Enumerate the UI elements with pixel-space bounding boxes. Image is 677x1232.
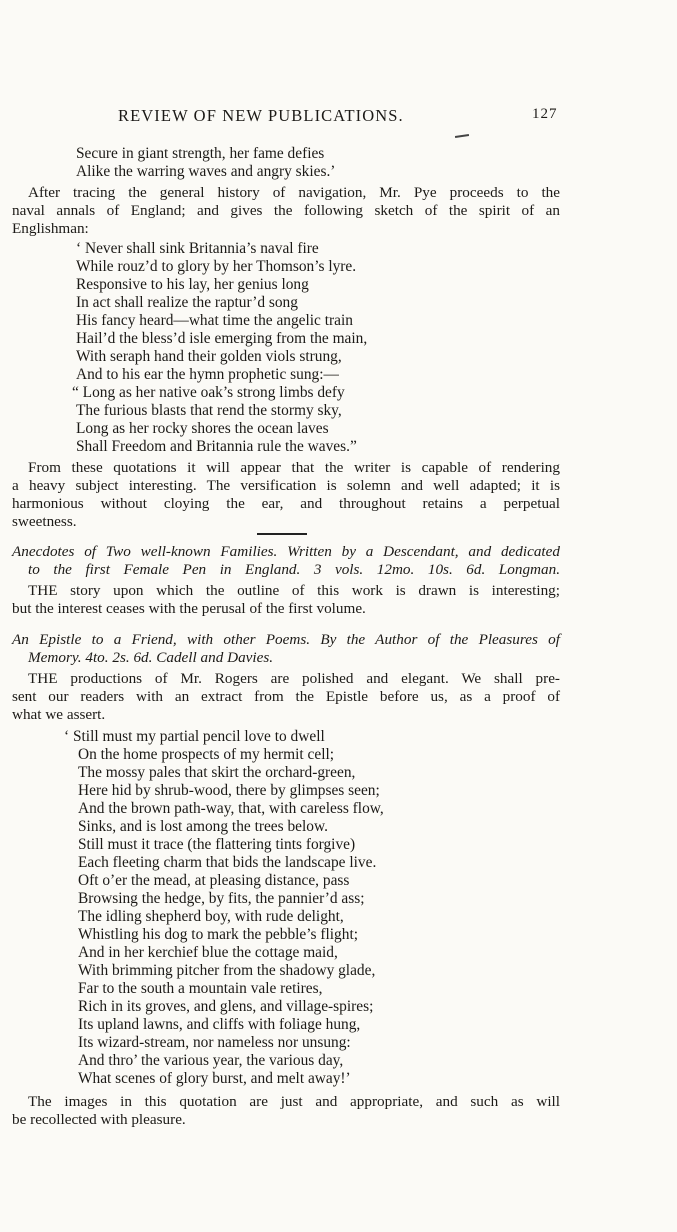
verse-line: And thro’ the various year, the various day, (78, 1052, 344, 1069)
verse-line: In act shall realize the raptur’d song (76, 294, 298, 311)
verse-line: And in her kerchief blue the cottage maid, (78, 944, 338, 961)
verse-line: Sinks, and is lost among the trees below. (78, 818, 328, 835)
verse-line: Rich in its groves, and glens, and village-spires; (78, 998, 374, 1015)
verse-line: With seraph hand their golden viols strung, (76, 348, 342, 365)
running-header (0, 106, 677, 128)
text-line: naval annals of England; and gives the following sketch of the spirit of an (12, 202, 560, 219)
text-line: THE story upon which the outline of this work is drawn is interesting; (28, 582, 560, 599)
verse-line: On the home prospects of my hermit cell; (78, 746, 335, 763)
verse-line: Still must it trace (the flattering tints forgive) (78, 836, 356, 853)
review-heading: An Epistle to a Friend, with other Poems. By the Author of the Pleasures of (12, 631, 560, 648)
page-number: 127 (532, 106, 558, 122)
verse-line: Each fleeting charm that bids the landscape live. (78, 854, 377, 871)
text-line: THE productions of Mr. Rogers are polished and elegant. We shall pre- (28, 670, 560, 687)
verse-line: And the brown path-way, that, with careless flow, (78, 800, 384, 817)
text-line: but the interest ceases with the perusal of the first volume. (12, 600, 366, 617)
verse-line: The furious blasts that rend the stormy sky, (76, 402, 342, 419)
text-line: what we assert. (12, 706, 106, 723)
verse-line: Secure in giant strength, her fame defies (76, 145, 325, 162)
text-line: The images in this quotation are just and appropriate, and such as will (28, 1093, 560, 1110)
verse-line: The mossy pales that skirt the orchard-green, (78, 764, 356, 781)
verse-line: What scenes of glory burst, and melt away!’ (78, 1070, 351, 1087)
verse-line: Its upland lawns, and cliffs with foliage hung, (78, 1016, 361, 1033)
verse-line: Alike the warring waves and angry skies.’ (76, 163, 336, 180)
verse-line: Oft o’er the mead, at pleasing distance, pass (78, 872, 350, 889)
verse-line: With brimming pitcher from the shadowy glade, (78, 962, 376, 979)
text-line: be recollected with pleasure. (12, 1111, 186, 1128)
verse-line: His fancy heard—what time the angelic train (76, 312, 353, 329)
text-line: sent our readers with an extract from the Epistle before us, as a proof of (12, 688, 560, 705)
verse-line: Far to the south a mountain vale retires, (78, 980, 323, 997)
verse-line: Its wizard-stream, nor nameless nor unsung: (78, 1034, 351, 1051)
verse-line: Browsing the hedge, by fits, the pannier’d ass; (78, 890, 365, 907)
verse-line: ‘ Never shall sink Britannia’s naval fire (76, 240, 319, 257)
verse-line: The idling shepherd boy, with rude delight, (78, 908, 344, 925)
ink-mark (455, 134, 469, 138)
verse-line: Whistling his dog to mark the pebble’s flight; (78, 926, 358, 943)
review-heading: Memory. 4to. 2s. 6d. Cadell and Davies. (28, 649, 274, 666)
text-line: Englishman: (12, 220, 89, 237)
verse-line: Long as her rocky shores the ocean laves (76, 420, 329, 437)
review-heading: Anecdotes of Two well-known Families. Written by a Descendant, and dedicated (12, 543, 560, 560)
verse-line: And to his ear the hymn prophetic sung:— (76, 366, 339, 383)
verse-line: Shall Freedom and Britannia rule the waves.” (76, 438, 357, 455)
text-line: a heavy subject interesting. The versification is solemn and well adapted; it is (12, 477, 560, 494)
text-line: sweetness. (12, 513, 77, 530)
verse-line: While rouz’d to glory by her Thomson’s lyre. (76, 258, 357, 275)
verse-line: Hail’d the bless’d isle emerging from the main, (76, 330, 368, 347)
verse-line: ‘ Still must my partial pencil love to dwell (64, 728, 325, 745)
text-line: From these quotations it will appear that the writer is capable of rendering (28, 459, 560, 476)
section-divider (257, 533, 307, 535)
review-heading: to the first Female Pen in England. 3 vols. 12mo. 10s. 6d. Longman. (28, 561, 560, 578)
text-line: After tracing the general history of navigation, Mr. Pye proceeds to the (28, 184, 560, 201)
text-line: harmonious without cloying the ear, and throughout retains a perpetual (12, 495, 560, 512)
running-title: REVIEW OF NEW PUBLICATIONS. (118, 106, 404, 125)
verse-line: Here hid by shrub-wood, there by glimpses seen; (78, 782, 380, 799)
verse-line: Responsive to his lay, her genius long (76, 276, 309, 293)
verse-line: “ Long as her native oak’s strong limbs defy (72, 384, 345, 401)
